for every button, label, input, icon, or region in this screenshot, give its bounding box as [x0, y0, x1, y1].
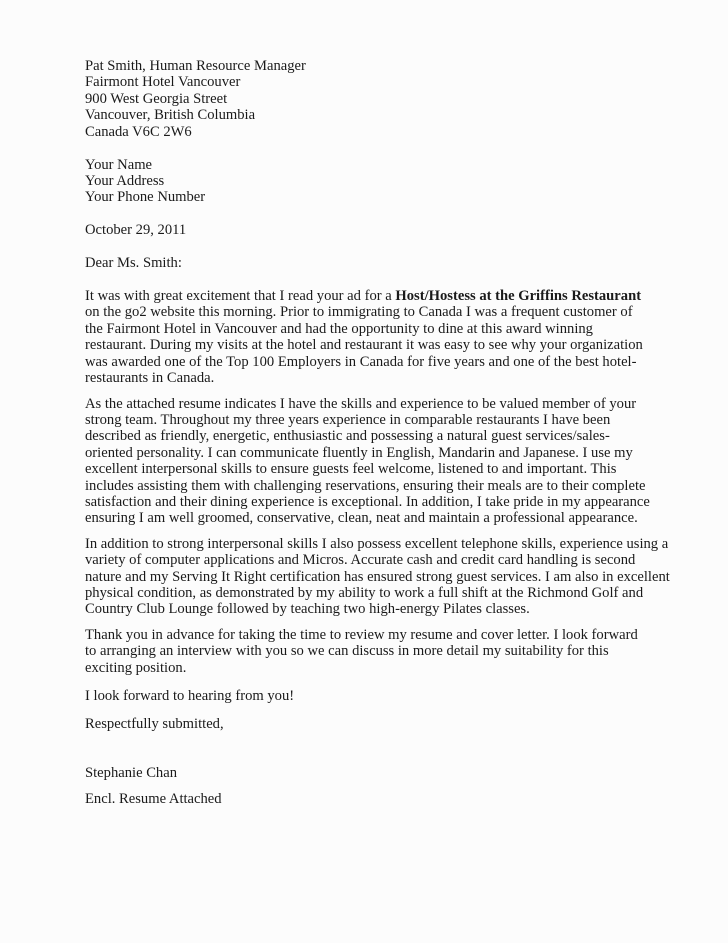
paragraph-line: nature and my Serving It Right certification has ensured strong guest services. I am also in excellent — [85, 568, 670, 585]
paragraph-line: the Fairmont Hotel in Vancouver and had the opportunity to dine at this award winning — [85, 320, 593, 337]
paragraph-line — [85, 288, 645, 304]
paragraph-line: strong team. Throughout my three years experience in comparable restaurants I have been — [85, 411, 611, 428]
sender-line: Your Name — [85, 156, 153, 173]
paragraph-line: excellent interpersonal skills to ensure guests feel welcome, listened to and important. This — [85, 461, 617, 478]
signature-name: Stephanie Chan — [85, 764, 178, 781]
paragraph-line: ensuring I am well groomed, conservative, clean, neat and maintain a professional appearance. — [85, 510, 638, 527]
sender-line: Your Address — [85, 172, 165, 189]
paragraph-line: physical condition, as demonstrated by my ability to work a full shift at the Richmond Golf and — [85, 584, 644, 601]
recipient-line: Fairmont Hotel Vancouver — [85, 74, 241, 91]
closing: Respectfully submitted, — [85, 716, 224, 733]
paragraph-line: restaurant. During my visits at the hotel and restaurant it was easy to see why your organization — [85, 337, 643, 354]
body-paragraph-3 — [85, 535, 670, 618]
paragraph-line: As the attached resume indicates I have the skills and experience to be valued member of your — [85, 395, 637, 412]
body-paragraph-1 — [85, 288, 645, 386]
sender-line: Your Phone Number — [85, 189, 206, 206]
paragraph-line: oriented personality. I can communicate fluently in English, Mandarin and Japanese. I use my — [85, 444, 633, 461]
paragraph-line: In addition to strong interpersonal skills I also possess excellent telephone skills, experience using a — [85, 535, 669, 552]
paragraph-line: to arranging an interview with you so we can discuss in more detail my suitability for this — [85, 643, 609, 660]
paragraph-line: was awarded one of the Top 100 Employers in Canada for five years and one of the best hotel- — [85, 353, 637, 370]
body-paragraph-5: I look forward to hearing from you! — [85, 688, 295, 704]
recipient-line: Vancouver, British Columbia — [85, 107, 256, 124]
enclosure-note: Encl. Resume Attached — [85, 791, 222, 808]
paragraph-line: restaurants in Canada. — [85, 370, 215, 387]
paragraph-line: exciting position. — [85, 659, 187, 676]
body-paragraph-4 — [85, 627, 645, 676]
cover-letter — [85, 58, 670, 808]
paragraph-line: Country Club Lounge followed by teaching two high-energy Pilates classes. — [85, 601, 530, 618]
paragraph-line: variety of computer applications and Micros. Accurate cash and credit card handling is second — [85, 552, 636, 569]
letter-date: October 29, 2011 — [85, 222, 187, 239]
job-title-emphasis: Host/Hostess at the Griffins Restaurant — [395, 288, 642, 305]
paragraph-line: includes assisting them with challenging reservations, ensuring their meals are to their complete — [85, 477, 646, 494]
recipient-line: Canada V6C 2W6 — [85, 123, 192, 140]
paragraph-text: It was with great excitement that I read your ad for a — [85, 288, 396, 305]
salutation: Dear Ms. Smith: — [85, 255, 182, 272]
recipient-line: Pat Smith, Human Resource Manager — [85, 58, 306, 74]
sender-address — [85, 157, 645, 206]
recipient-line: 900 West Georgia Street — [85, 90, 228, 107]
body-paragraph-2 — [85, 395, 650, 527]
paragraph-line: Thank you in advance for taking the time to review my resume and cover letter. I look forward — [85, 626, 638, 643]
recipient-address — [85, 58, 645, 140]
paragraph-line: described as friendly, energetic, enthusiastic and possessing a natural guest services/sales- — [85, 428, 610, 445]
paragraph-line: satisfaction and their dining experience is exceptional. In addition, I take pride in my appearance — [85, 493, 650, 510]
paragraph-line: on the go2 website this morning. Prior to immigrating to Canada I was a frequent customer of — [85, 304, 633, 321]
